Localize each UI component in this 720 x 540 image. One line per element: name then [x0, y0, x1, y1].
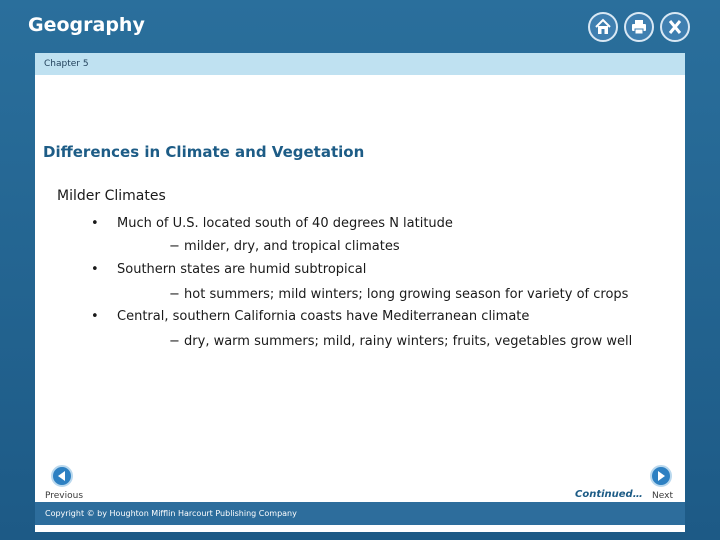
- app-title: Geography: [28, 14, 145, 36]
- sub-point: − hot summers; mild winters; long growing season for variety of crops: [169, 287, 629, 302]
- chapter-label: Chapter 5: [44, 59, 89, 69]
- bullet-dot: •: [91, 262, 99, 277]
- home-button[interactable]: [588, 12, 618, 42]
- top-toolbar: [588, 12, 690, 42]
- next-label[interactable]: Next: [652, 491, 673, 501]
- previous-button[interactable]: [51, 465, 73, 487]
- sub-point: − milder, dry, and tropical climates: [169, 239, 400, 254]
- arrow-right-icon: [655, 470, 667, 482]
- close-button[interactable]: [660, 12, 690, 42]
- slide-title: Differences in Climate and Vegetation: [43, 143, 365, 161]
- bullet-text: Central, southern California coasts have Mediterranean climate: [117, 309, 530, 324]
- section-heading: Milder Climates: [57, 188, 166, 204]
- home-icon: [594, 18, 612, 36]
- arrow-left-icon: [56, 470, 68, 482]
- bullet-dot: •: [91, 309, 99, 324]
- bullet-dot: •: [91, 216, 99, 231]
- previous-label[interactable]: Previous: [45, 491, 84, 501]
- next-button[interactable]: [650, 465, 672, 487]
- continued-label: Continued…: [575, 489, 643, 500]
- print-button[interactable]: [624, 12, 654, 42]
- close-icon: [666, 18, 684, 36]
- sub-point: − dry, warm summers; mild, rainy winters; fruits, vegetables grow well: [169, 334, 633, 349]
- copyright-text: Copyright © by Houghton Mifflin Harcourt Publishing Company: [45, 509, 297, 518]
- bullet-text: Southern states are humid subtropical: [117, 262, 367, 277]
- bullet-text: Much of U.S. located south of 40 degrees N latitude: [117, 216, 453, 231]
- chapter-bar: [35, 53, 685, 75]
- slide-panel: [35, 53, 685, 532]
- footer-bar: [35, 502, 685, 525]
- print-icon: [630, 18, 648, 36]
